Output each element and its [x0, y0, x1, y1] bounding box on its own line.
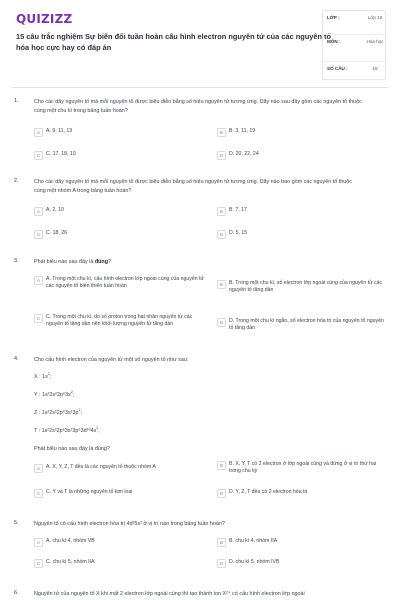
option-letter: C — [34, 314, 43, 323]
option-letter: B — [217, 207, 226, 216]
option-text: D. chu kì 5, nhóm IVB — [229, 559, 280, 565]
question-2 — [14, 178, 386, 248]
question-stem — [34, 258, 364, 267]
option-letter: B — [217, 538, 226, 547]
option-letter: A — [34, 128, 43, 137]
config-end: ; — [98, 428, 100, 434]
config-sup: 2 — [78, 408, 81, 413]
option-letter: B — [217, 128, 226, 137]
option-text: C. 18, 26 — [46, 230, 68, 236]
option-letter: A — [34, 538, 43, 547]
question-1 — [14, 98, 386, 168]
quiz-title: 15 câu trắc nghiệm Sự biến đổi tuần hoàn cấu hình electron nguyên tử của các nguyên tố hóa học cực hay có đáp án — [16, 32, 332, 52]
option-text: C. Y và T là những nguyên tố kim loại — [46, 489, 133, 495]
option-text: C. chu kì 5, nhóm IIA — [46, 559, 95, 565]
option-text: C. 17, 18, 19 — [46, 151, 76, 157]
option-letter: C — [34, 230, 43, 239]
option-b[interactable] — [217, 128, 387, 137]
option-c[interactable] — [34, 151, 204, 160]
config-end: ; — [72, 392, 75, 398]
config-end: ; — [80, 410, 82, 416]
question-6 — [14, 590, 386, 600]
option-text: A. Trong một chu kì, cấu hình electron lớp ngoài cùng của nguyên tử các nguyên tố biến thiên tuần hoàn — [46, 276, 204, 289]
option-a[interactable] — [34, 464, 204, 473]
config-sup: 2 — [96, 426, 99, 431]
question-number: 1. — [14, 98, 19, 104]
option-letter: D — [217, 318, 226, 327]
option-a[interactable] — [34, 128, 204, 137]
config-sup: 2 — [70, 390, 73, 395]
option-text: B. chu kì 4, nhóm IIA — [229, 538, 278, 544]
option-letter: D — [217, 230, 226, 239]
meta-value-class: Lớp 10 — [367, 15, 383, 20]
option-d[interactable] — [217, 489, 387, 498]
meta-row-class — [323, 11, 385, 35]
question-number: 5. — [14, 520, 19, 526]
config-t — [34, 428, 100, 434]
question-stem: Cho các dãy nguyên tố mà mỗi nguyên tố được biểu diễn bằng số hiệu nguyên tử tương ứng. Dãy nào sau đây gồm các nguyên tố thuộc cùng một chu kì trong bảng tuần hoàn? — [34, 99, 362, 114]
quizizz-logo: QUIZIZZ — [16, 12, 73, 26]
question-4 — [14, 356, 386, 506]
option-text: D. 5, 15 — [229, 230, 248, 236]
option-letter: C — [34, 489, 43, 498]
question-stem: Cho cấu hình electron của nguyên tử một số nguyên tố như sau: — [34, 357, 189, 363]
question-stem: Nguyên tử của nguyên tố X khi mất 2 electron lớp ngoài cùng thì tạo thành ion X²⁺ có cấu hình electron lớp ngoài — [34, 591, 305, 597]
question-3 — [14, 258, 386, 350]
config-label: Y : 1s²2s²2p⁶3s — [34, 392, 71, 398]
option-text: D. Y, Z, T đều có 2 electron hóa trị — [229, 489, 308, 495]
question-5 — [14, 520, 386, 580]
meta-row-subject — [323, 35, 385, 62]
option-b[interactable] — [217, 538, 387, 547]
option-text: B. 3, 11, 19 — [229, 128, 256, 134]
config-x — [34, 374, 51, 380]
option-letter: D — [217, 559, 226, 568]
option-letter: A — [34, 207, 43, 216]
config-y — [34, 392, 74, 398]
document-header — [16, 10, 386, 84]
option-text: A. 9, 11, 13 — [46, 128, 73, 134]
option-letter: D — [217, 489, 226, 498]
question-number: 2. — [14, 178, 19, 184]
question-number: 3. — [14, 258, 19, 264]
option-d[interactable] — [217, 151, 387, 160]
meta-value-count: 15 — [372, 66, 378, 71]
option-text: A. chu kì 4, nhóm VB — [46, 538, 95, 544]
option-letter: C — [34, 151, 43, 160]
option-text: B. Trong một chu kì, số electron lớp ngoài cùng của nguyên tử các nguyên tố tăng dần — [229, 280, 383, 293]
option-a[interactable] — [34, 207, 204, 216]
option-letter: B — [217, 280, 226, 289]
meta-row-count — [323, 62, 385, 79]
option-d[interactable] — [217, 318, 387, 332]
config-label: T : 1s²2s²2p⁶3s²3p⁶3d¹⁰4s — [34, 428, 97, 434]
config-label: X : 1s — [34, 374, 48, 380]
quiz-meta-box — [322, 10, 386, 80]
option-b[interactable] — [217, 280, 387, 294]
option-d[interactable] — [217, 230, 387, 239]
header-divider — [12, 87, 388, 88]
option-letter: A — [34, 276, 43, 285]
option-b[interactable] — [217, 207, 387, 216]
option-text: B. 7, 17 — [229, 207, 247, 213]
option-b[interactable] — [217, 461, 387, 475]
option-text: B. X, Y, T có 2 electron ở lớp ngoài cùng và đứng ở vị trí thứ hai trong chu kỳ — [229, 461, 377, 474]
meta-key-subject: MÔN : — [327, 39, 341, 44]
question-number: 4. — [14, 356, 19, 362]
option-text: A. X, Y, Z, T đều là các nguyên tố thuộc nhóm A — [46, 464, 156, 470]
stem-suffix: ? — [108, 259, 112, 265]
sub-question: Phát biểu nào sau đây là đúng? — [34, 446, 110, 452]
option-a[interactable] — [34, 538, 204, 547]
config-label: Z : 1s²2s²2p⁶3s²3p — [34, 410, 79, 416]
question-number: 6. — [14, 590, 19, 596]
option-text: C. Trong một chu kì, do số proton trong hạt nhân nguyên tử các nguyên tố tăng dần nên khối lượng nguyên tử tăng dần — [46, 314, 193, 327]
option-text: D. Trong một chu kì ngắn, số electron hóa trị của nguyên tố nguyên tố tăng dần — [229, 318, 384, 331]
meta-key-count: SỐ CÂU : — [327, 66, 348, 71]
option-letter: B — [217, 461, 226, 470]
option-c[interactable] — [34, 314, 204, 328]
option-letter: A — [34, 464, 43, 473]
question-stem: Nguyên tố có cấu hình electron hóa trị 4d²5s² ở vị trí nào trong bảng tuần hoàn? — [34, 521, 225, 527]
option-c[interactable] — [34, 559, 204, 568]
stem-emphasis: đúng — [94, 259, 109, 265]
config-z — [34, 410, 82, 416]
option-text: D. 20, 22, 24 — [229, 151, 259, 157]
meta-key-class: LỚP : — [327, 15, 340, 20]
config-end: ; — [49, 374, 52, 380]
option-letter: C — [34, 559, 43, 568]
question-stem: Cho các dãy nguyên tố mà mỗi nguyên tố được biểu diễn bằng số hiệu nguyên tử tương ứng. Dãy nào bao gồm các nguyên tố thuộc cùng một nhóm A trong bảng tuần hoàn? — [34, 179, 352, 194]
option-d[interactable] — [217, 559, 387, 568]
option-letter: D — [217, 151, 226, 160]
option-c[interactable] — [34, 489, 204, 498]
config-sup: 2 — [47, 372, 50, 377]
option-text: A. 2, 10 — [46, 207, 64, 213]
stem-prefix: Phát biểu nào sau đây là — [34, 259, 95, 265]
meta-value-subject: Hóa học — [366, 39, 384, 44]
option-c[interactable] — [34, 230, 204, 239]
option-a[interactable] — [34, 276, 204, 290]
